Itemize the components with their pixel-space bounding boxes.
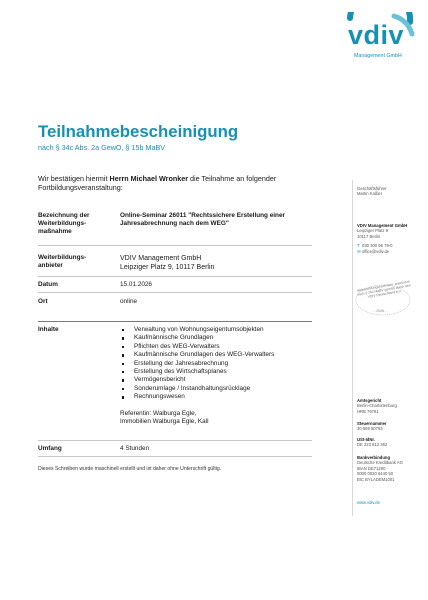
value-bezeichnung: Online-Seminar 26011 "Rechtssichere Erstellung einer Jahresabrechnung nach dem WEG" <box>120 212 285 228</box>
logo-wordmark: vdiv <box>348 20 405 50</box>
referent-company: Immobilien Walburga Egle, Kall <box>120 417 209 425</box>
seal-text: Weiterbildungsnachweis: anerkannt nach § 34c MaBV gemäß durch den VDIV Deutschland e.V. <box>356 279 412 300</box>
value-ort: online <box>120 298 138 305</box>
footer-note: Dieses Schreiben wurde maschinell erstellt und ist daher ohne Unterschrift gültig. <box>38 466 222 472</box>
label-datum: Datum <box>38 281 58 288</box>
sidebar-vat: USt-IdNr. DE 223 812 362 <box>357 437 388 448</box>
sidebar-tax: Steuernummer 30 569 50793 <box>357 421 387 432</box>
sidebar-website[interactable] <box>357 500 427 505</box>
list-item: Erstellung der Jahresabrechnung <box>120 360 310 368</box>
sidebar-management: Geschäftsführer Martin Kaßler <box>357 186 387 197</box>
email-link[interactable]: office@vdiv.de <box>362 248 390 254</box>
value-inhalte <box>120 326 310 426</box>
sidebar-bank: Bankverbindung Deutsche Kreditbank AG IBAN DE71200 0000 0020 6440 50 BIC BYLADEM1001 <box>357 455 403 482</box>
label-anbieter: Weiterbildungs-anbieter <box>38 254 87 270</box>
referent-line: Referentin: Walburga Egle, <box>120 409 197 417</box>
participant-name: Herrn Michael Wronker <box>109 174 189 183</box>
document-subtitle: nach § 34c Abs. 2a GewO, § 15b MaBV <box>38 143 166 152</box>
label-bezeichnung: Bezeichnung der Weiterbildungs-maßnahme <box>38 212 90 236</box>
list-item: Rechnungswesen <box>120 393 310 401</box>
row-divider <box>38 292 312 293</box>
value-anbieter: VDIV Management GmbH Leipziger Platz 9, 10117 Berlin <box>120 255 215 271</box>
intro-text: Wir bestätigen hiermit Herrn Michael Wronker die Teilnahme an folgender Fortbildungsveranstaltung: <box>38 174 277 193</box>
value-umfang: 4 Stunden <box>120 445 150 452</box>
row-divider <box>38 276 312 277</box>
logo-subtitle: Management GmbH <box>354 53 402 59</box>
list-item: Vermögensbericht <box>120 376 310 384</box>
list-item: Pflichten des WEG-Verwalters <box>120 343 310 351</box>
list-item: Verwaltung von Wohnungseigentumsobjekten <box>120 326 310 334</box>
row-divider <box>38 456 312 457</box>
row-divider <box>38 440 312 441</box>
list-item: Kaufmännische Grundlagen des WEG-Verwalters <box>120 351 310 359</box>
seal-year: - 2026 - <box>374 309 387 313</box>
phone-icon: T <box>357 243 360 249</box>
row-divider <box>38 245 312 246</box>
label-ort: Ort <box>38 298 48 305</box>
row-divider <box>38 321 312 322</box>
value-datum: 15.01.2026 <box>120 281 152 288</box>
document-title: Teilnahmebescheinigung <box>38 122 239 141</box>
label-umfang: Umfang <box>38 445 62 452</box>
list-item: Sonderumlage / Instandhaltungsrücklage <box>120 385 310 393</box>
email-icon: ✉ <box>357 248 361 254</box>
list-item: Kaufmännische Grundlagen <box>120 334 310 342</box>
label-inhalte: Inhalte <box>38 326 59 333</box>
sidebar-address: VDIV Management GmbH Leipziger Platz 9 10117 Berlin T 030 300 96 79-0 ✉ office@vdiv.de <box>357 223 408 254</box>
inhalte-list <box>120 326 310 402</box>
sidebar-court: Amtsgericht Berlin-Charlottenburg HRB 79781 <box>357 398 397 414</box>
list-item: Erstellung des Wirtschaftsplanes <box>120 368 310 376</box>
website-link: www.vdiv.de <box>357 500 380 505</box>
sidebar-divider <box>352 180 353 516</box>
